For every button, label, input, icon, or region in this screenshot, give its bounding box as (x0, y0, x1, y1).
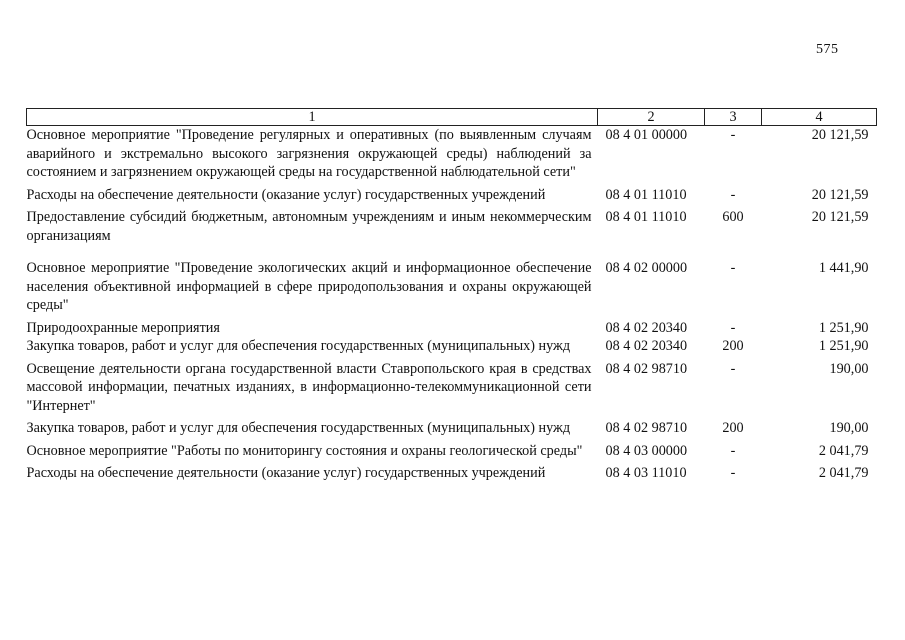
row-name: Освещение деятельности органа государственной власти Ставропольского края в средствах массовой информации, печатных изданиях, в информационно-телекоммуникационной сети "Интернет" (26, 360, 592, 414)
row-amount: 2 041,79 (818, 465, 869, 481)
row-name: Предоставление субсидий бюджетным, автономным учреждениям и иным некоммерческим организациям (26, 209, 592, 244)
header-col-3: 3 (705, 109, 762, 126)
header-col-4: 4 (762, 109, 877, 126)
row-name: Основное мероприятие "Проведение экологических акций и информационное обеспечение населения объективной информацией в сфере природопользования и охраны окружающей среды" (26, 260, 592, 313)
page-number: 575 (816, 42, 839, 57)
row-type: - (730, 442, 736, 459)
table-row (27, 337, 877, 360)
row-amount: 2 041,79 (818, 442, 869, 459)
row-code: 08 4 01 11010 (605, 186, 687, 203)
row-code: 08 4 02 00000 (605, 260, 688, 276)
row-code: 08 4 02 20340 (605, 338, 688, 354)
table-row (27, 442, 877, 465)
table-header-row (27, 109, 877, 126)
row-type: 200 (722, 338, 744, 354)
row-code: 08 4 01 11010 (605, 209, 687, 225)
row-type: - (730, 360, 736, 377)
row-type: - (730, 319, 736, 336)
row-code: 08 4 01 00000 (605, 127, 688, 143)
table-row (27, 360, 877, 420)
row-name: Расходы на обеспечение деятельности (оказание услуг) государственных учреждений (26, 186, 546, 203)
row-type: - (730, 186, 736, 203)
row-code: 08 4 02 98710 (605, 360, 688, 377)
table-row (27, 126, 877, 186)
header-col-1: 1 (27, 109, 598, 126)
row-name: Расходы на обеспечение деятельности (оказание услуг) государственных учреждений (26, 465, 546, 481)
row-type: - (730, 127, 736, 143)
row-amount: 1 251,90 (818, 338, 869, 354)
row-name: Природоохранные мероприятия (26, 319, 220, 336)
row-type: - (730, 260, 736, 276)
row-amount: 1 441,90 (818, 260, 869, 276)
row-amount: 190,00 (829, 420, 869, 436)
row-name: Основное мероприятие "Проведение регулярных и оперативных (по выявленным случаям аварийного и экстремально высокого загрязнения окружающей среды) наблюдений за состоянием и загрязнением окружающей среды на государственной наблюдательной сети" (26, 127, 592, 180)
budget-table (26, 108, 877, 483)
row-name: Основное мероприятие "Работы по мониторингу состояния и охраны геологической среды" (26, 442, 583, 459)
table-row (27, 208, 877, 259)
row-amount: 20 121,59 (811, 186, 869, 203)
row-amount: 190,00 (829, 360, 869, 377)
table-row (27, 186, 877, 209)
row-code: 08 4 02 20340 (605, 319, 688, 336)
table-row (27, 464, 877, 483)
table-row (27, 419, 877, 442)
row-name: Закупка товаров, работ и услуг для обеспечения государственных (муниципальных) нужд (26, 338, 571, 354)
row-type: 600 (722, 209, 744, 225)
row-type: - (730, 465, 736, 481)
row-amount: 20 121,59 (811, 209, 869, 225)
row-amount: 1 251,90 (818, 319, 869, 336)
row-type: 200 (722, 420, 744, 436)
table-row (27, 259, 877, 319)
table-row (27, 319, 877, 338)
row-code: 08 4 03 11010 (605, 465, 687, 481)
row-amount: 20 121,59 (811, 127, 869, 143)
row-code: 08 4 02 98710 (605, 420, 688, 436)
row-code: 08 4 03 00000 (605, 442, 688, 459)
header-col-2: 2 (598, 109, 705, 126)
row-name: Закупка товаров, работ и услуг для обеспечения государственных (муниципальных) нужд (26, 420, 571, 436)
